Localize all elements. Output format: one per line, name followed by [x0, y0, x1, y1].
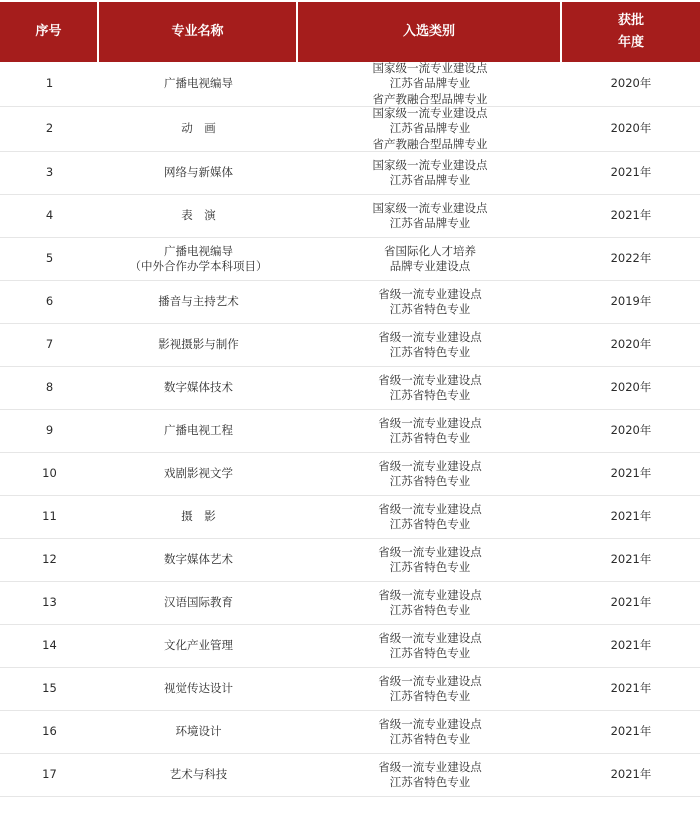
row-index: 10: [42, 466, 57, 481]
row-major-name: [99, 668, 298, 710]
table-row: [0, 582, 700, 625]
major-name-line: 表 演: [181, 208, 216, 223]
header-category: 入选类别: [298, 2, 562, 62]
row-category: [298, 754, 562, 796]
row-category: [298, 107, 562, 151]
row-year: 2021年: [610, 208, 652, 223]
category-line: 江苏省特色专业: [389, 646, 471, 660]
row-category: [298, 324, 562, 366]
row-major-name: [99, 238, 298, 280]
row-year: 2020年: [610, 380, 652, 395]
table-row: [0, 496, 700, 539]
row-category: [298, 238, 562, 280]
row-major-name: [99, 410, 298, 452]
row-index: 13: [42, 595, 57, 610]
row-index: 11: [42, 509, 57, 524]
row-category: [298, 281, 562, 323]
row-index: 16: [42, 724, 57, 739]
category-line: 江苏省特色专业: [389, 302, 471, 316]
category-line: 省级一流专业建设点: [378, 286, 482, 301]
row-index: 15: [42, 681, 57, 696]
major-name-line: 影视摄影与制作: [158, 337, 239, 352]
major-name-line: 动 画: [181, 121, 216, 136]
row-major-name: [99, 281, 298, 323]
row-major-name: [99, 62, 298, 106]
row-year: 2019年: [610, 294, 652, 309]
table-row: [0, 281, 700, 324]
row-year: 2020年: [610, 76, 652, 91]
major-name-line: 汉语国际教育: [164, 595, 233, 610]
row-index: 14: [42, 638, 57, 653]
row-major-name: [99, 195, 298, 237]
table-row: [0, 367, 700, 410]
row-year: 2021年: [610, 466, 652, 481]
category-line: 江苏省特色专业: [389, 431, 471, 445]
row-year: 2020年: [610, 423, 652, 438]
row-major-name: [99, 711, 298, 753]
category-line: 江苏省品牌专业: [389, 121, 471, 136]
category-line: 江苏省特色专业: [389, 689, 471, 703]
table-row: [0, 711, 700, 754]
row-year: 2021年: [610, 724, 652, 739]
header-index: 序号: [0, 2, 99, 62]
row-index: 3: [45, 165, 54, 180]
row-category: [298, 62, 562, 106]
row-category: [298, 582, 562, 624]
row-category: [298, 625, 562, 667]
row-index: 4: [45, 208, 54, 223]
table-row: [0, 238, 700, 281]
header-year-line1: 获批: [617, 13, 644, 28]
category-line: 省级一流专业建设点: [378, 544, 482, 559]
row-category: [298, 453, 562, 495]
major-name-line: 广播电视工程: [164, 423, 233, 438]
table-header: [0, 0, 700, 62]
header-major-name: 专业名称: [99, 2, 298, 62]
row-index: 17: [42, 767, 57, 782]
major-name-line: 戏剧影视文学: [164, 466, 233, 481]
table-row: [0, 324, 700, 367]
row-category: [298, 195, 562, 237]
category-line: 省级一流专业建设点: [378, 716, 482, 731]
row-year: 2020年: [610, 121, 652, 136]
row-index: 1: [45, 76, 54, 91]
row-major-name: [99, 367, 298, 409]
row-year: 2021年: [610, 552, 652, 567]
major-name-line: 数字媒体艺术: [164, 552, 233, 567]
row-major-name: [99, 453, 298, 495]
table-row: [0, 539, 700, 582]
category-line: 省级一流专业建设点: [378, 759, 482, 774]
category-line: 江苏省特色专业: [389, 517, 471, 531]
category-line: 省级一流专业建设点: [378, 415, 482, 430]
table-row: [0, 195, 700, 238]
row-year: 2020年: [610, 337, 652, 352]
major-name-line: 广播电视编导: [164, 76, 233, 91]
major-name-line: 广播电视编导: [164, 243, 233, 258]
row-major-name: [99, 582, 298, 624]
row-major-name: [99, 152, 298, 194]
table-row: [0, 107, 700, 152]
header-year-line2: 年度: [617, 35, 644, 50]
category-line: 省级一流专业建设点: [378, 673, 482, 688]
major-name-line: 播音与主持艺术: [158, 294, 239, 309]
category-line: 国家级一流专业建设点: [372, 157, 488, 172]
major-name-line: 环境设计: [175, 724, 222, 739]
row-index: 9: [45, 423, 54, 438]
row-index: 7: [45, 337, 54, 352]
row-category: [298, 152, 562, 194]
major-name-line: （中外合作办学本科项目）: [129, 259, 268, 273]
row-year: 2021年: [610, 165, 652, 180]
category-line: 国家级一流专业建设点: [372, 60, 488, 75]
row-major-name: [99, 625, 298, 667]
row-category: [298, 711, 562, 753]
row-category: [298, 496, 562, 538]
category-line: 品牌专业建设点: [389, 259, 471, 273]
category-line: 省级一流专业建设点: [378, 587, 482, 602]
row-category: [298, 539, 562, 581]
category-line: 省级一流专业建设点: [378, 630, 482, 645]
category-line: 江苏省特色专业: [389, 474, 471, 488]
category-line: 江苏省品牌专业: [389, 173, 471, 187]
category-line: 国家级一流专业建设点: [372, 200, 488, 215]
category-line: 省国际化人才培养: [384, 243, 476, 258]
category-line: 省级一流专业建设点: [378, 329, 482, 344]
row-year: 2022年: [610, 251, 652, 266]
table-row: [0, 152, 700, 195]
table-body: [0, 62, 700, 797]
row-major-name: [99, 539, 298, 581]
row-category: [298, 410, 562, 452]
row-index: 6: [45, 294, 54, 309]
row-index: 2: [45, 121, 54, 136]
table-row: [0, 62, 700, 107]
major-name-line: 数字媒体技术: [164, 380, 233, 395]
category-line: 江苏省特色专业: [389, 345, 471, 359]
category-line: 省产教融合型品牌专业: [372, 136, 488, 151]
category-line: 江苏省特色专业: [389, 560, 471, 574]
table-row: [0, 625, 700, 668]
category-line: 省产教融合型品牌专业: [372, 91, 488, 106]
category-line: 江苏省特色专业: [389, 732, 471, 746]
row-index: 8: [45, 380, 54, 395]
row-major-name: [99, 754, 298, 796]
row-index: 5: [45, 251, 54, 266]
row-major-name: [99, 496, 298, 538]
row-index: 12: [42, 552, 57, 567]
row-year: 2021年: [610, 767, 652, 782]
major-name-line: 摄 影: [181, 509, 216, 524]
table-row: [0, 410, 700, 453]
header-year: [562, 2, 700, 62]
category-line: 江苏省特色专业: [389, 603, 471, 617]
row-year: 2021年: [610, 595, 652, 610]
category-line: 国家级一流专业建设点: [372, 105, 488, 120]
major-name-line: 网络与新媒体: [164, 165, 233, 180]
row-category: [298, 367, 562, 409]
category-line: 江苏省品牌专业: [389, 76, 471, 91]
major-name-line: 文化产业管理: [164, 638, 233, 653]
category-line: 省级一流专业建设点: [378, 501, 482, 516]
row-major-name: [99, 107, 298, 151]
category-line: 江苏省特色专业: [389, 388, 471, 402]
category-line: 省级一流专业建设点: [378, 372, 482, 387]
category-line: 江苏省品牌专业: [389, 216, 471, 230]
row-major-name: [99, 324, 298, 366]
row-category: [298, 668, 562, 710]
category-line: 江苏省特色专业: [389, 775, 471, 789]
table-row: [0, 754, 700, 797]
table-row: [0, 668, 700, 711]
row-year: 2021年: [610, 681, 652, 696]
major-name-line: 艺术与科技: [169, 767, 228, 782]
row-year: 2021年: [610, 638, 652, 653]
major-name-line: 视觉传达设计: [164, 681, 233, 696]
row-year: 2021年: [610, 509, 652, 524]
table-row: [0, 453, 700, 496]
category-line: 省级一流专业建设点: [378, 458, 482, 473]
